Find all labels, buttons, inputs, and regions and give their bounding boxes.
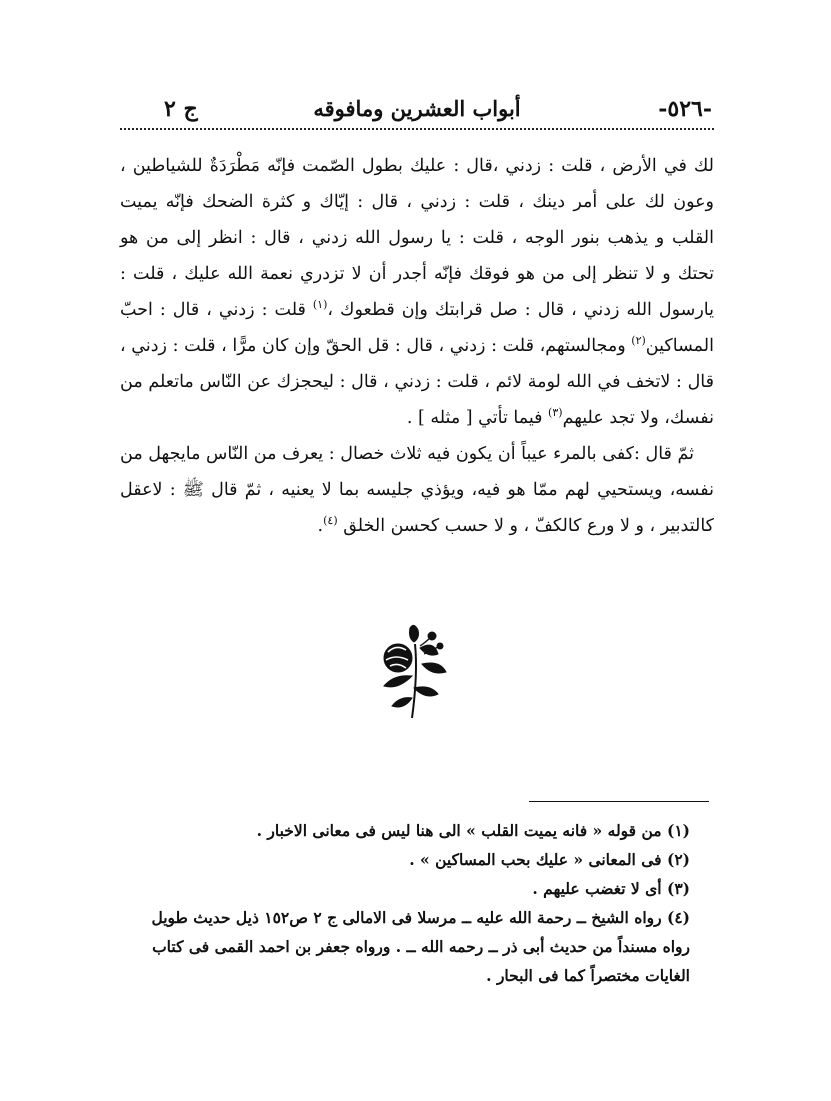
footnotes bbox=[120, 816, 710, 990]
footnote-ref-1: (١) bbox=[312, 298, 328, 312]
volume-label: ج ٢ bbox=[164, 96, 198, 122]
footnote-4: (٤) رواه الشيخ ــ رحمة الله عليه ــ مرسلا فى الامالى ج ٢ ص١٥٢ ذيل حديث طويل رواه مسنداً من حديث أبى ذر ــ رحمه الله ــ . ورواه جعفر بن احمد القمى فى كتاب الغايات مختصراً كما فى البحار . bbox=[151, 908, 690, 985]
paragraph-1-text-b: قلت : زدني ، قال : احبّ المساكين bbox=[120, 300, 714, 356]
page-number: -٥٢٦- bbox=[658, 96, 712, 122]
footnote-ref-3: (٣) bbox=[548, 406, 563, 420]
main-text bbox=[120, 148, 714, 544]
footnote-2: (٢) فى المعانى « عليك بحب المساكين » . bbox=[409, 850, 690, 869]
header-dotted-rule bbox=[120, 128, 714, 130]
footnote-3: (٣) أى لا تغضب عليهم . bbox=[532, 879, 690, 898]
paragraph-2 bbox=[120, 436, 714, 544]
footnote-rule bbox=[529, 801, 709, 802]
rose-flower-icon bbox=[374, 624, 456, 720]
paragraph-1 bbox=[120, 148, 714, 436]
paragraph-2-text: ثمّ قال :كفى بالمرء عيباً أن يكون فيه ثلاث خصال : يعرف من النّاس مايجهل من نفسه، ويستحيي لهم ممّا هو فيه، ويؤذي جليسه بما لا يعنيه ، ثمّ قال ﷺ : لاعقل كالتدبير ، و لا ورع كالكفّ ، و لا حسب كحسن الخلق bbox=[120, 444, 714, 536]
paragraph-1-text-a: لك في الأرض ، قلت : زدني ،قال : عليك بطول الصّمت فإنّه مَطْرَدَةٌ للشياطين ، وعون لك على أمر دينك ، قلت : زدني ، قال : إيّاك و كثرة الضحك فإنّه يميت القلب و يذهب بنور الوجه ، قلت : يا رسول الله زدني ، قال : انظر إلى من هو تحتك و لا تنظر إلى من هو فوقك فإنّه أجدر أن لا تزدري نعمة الله عليك ، قلت : يارسول الله زدني ، قال : صل قرابتك وإن قطعوك ، bbox=[120, 156, 714, 320]
paragraph-2-end: . bbox=[317, 516, 324, 536]
running-header bbox=[120, 90, 714, 130]
paragraph-1-text-c: ومجالستهم، قلت : زدني ، قال : قل الحقّ وإن كان مرًّا ، قلت : زدني ، قال : لاتخف في الله لومة لائم ، قلت : زدني ، قال : ليحجزك عن النّاس ماتعلم من نفسك، ولا تجد عليهم bbox=[120, 336, 714, 428]
footnote-1: (١) من قوله « فانه يميت القلب » الى هنا ليس فى معانى الاخبار . bbox=[256, 821, 690, 840]
footnote-ref-2: (٢) bbox=[631, 334, 646, 348]
paragraph-1-text-d: فيما تأتي [ مثله ] . bbox=[406, 408, 549, 428]
footnote-ref-4: (٤) bbox=[323, 514, 338, 528]
chapter-title: أبواب العشرين ومافوقه bbox=[313, 96, 521, 121]
